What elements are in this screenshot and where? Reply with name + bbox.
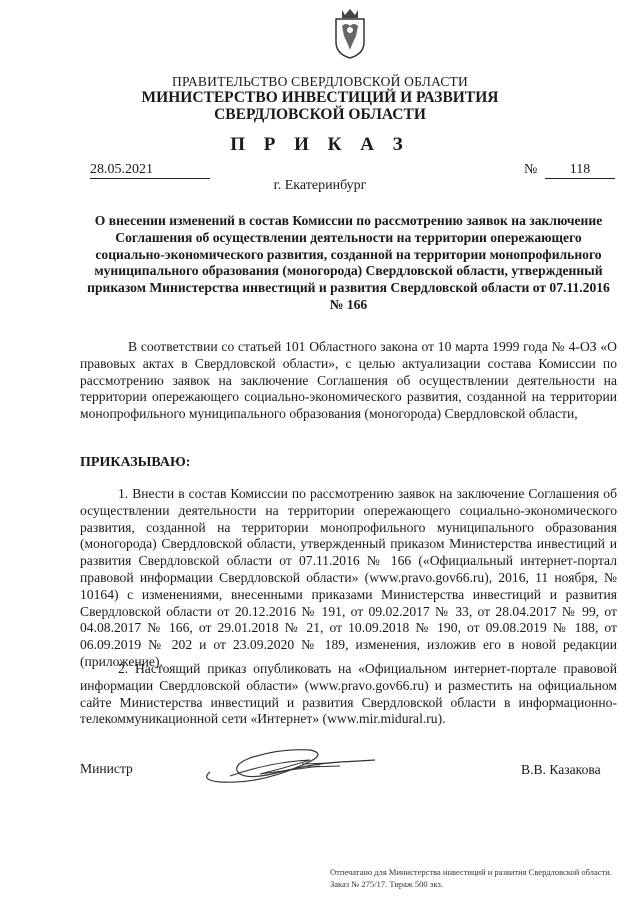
- preamble-paragraph: В соответствии со статьей 101 Областного закона от 10 марта 1999 года № 4-ОЗ «О правовых актах в Свердловской области», с целью актуализации состава Комиссии по рассмотрению заявок на заключение Соглашения об осуществлении деятельности на территории опережающего социально-экономического развития, созданной на территории монопрофильного муниципального образования (моногорода) Свердловской области,: [80, 339, 617, 422]
- order-date: 28.05.2021: [90, 162, 210, 179]
- order-number-label: №: [524, 162, 538, 177]
- sverdlovsk-coat-of-arms-icon: [330, 6, 370, 60]
- ministry-line-2: СВЕРДЛОВСКОЙ ОБЛАСТИ: [214, 106, 426, 123]
- handwritten-signature-icon: [190, 736, 380, 790]
- signatory-name: В.В. Казакова: [521, 762, 601, 777]
- ministry-name: [0, 89, 640, 123]
- print-note-line-1: Отпечатано для Министерства инвестиций и развития Свердловской области.: [330, 867, 612, 877]
- city: г. Екатеринбург: [273, 178, 367, 193]
- government-name: ПРАВИТЕЛЬСТВО СВЕРДЛОВСКОЙ ОБЛАСТИ: [172, 74, 468, 89]
- order-number: 118: [545, 162, 615, 179]
- orders-heading: ПРИКАЗЫВАЮ:: [80, 455, 191, 470]
- order-item-1: 1. Внести в состав Комиссии по рассмотрению заявок на заключение Соглашения об осуществлении деятельности на территории опережающего социально-экономического развития, созданной на территории монопрофильного муниципального образования (моногорода) Свердловской области, утвержденный приказом Министерства инвестиций и развития Свердловской области от 07.11.2016 № 166 («Официальный интернет-портал правовой информации Свердловской области» (www.pravo.gov66.ru), 2016, 11 ноября, № 10164) с изменениями, внесенными приказами Министерства инвестиций и развития Свердловской области от 20.12.2016 № 191, от 09.02.2017 № 33, от 28.04.2017 № 99, от 04.08.2017 № 166, от 29.01.2018 № 21, от 10.09.2018 № 190, от 09.08.2019 № 188, от 06.09.2019 № 202 и от 23.09.2020 № 189, изменения, изложив его в новой редакции (приложение).: [80, 486, 617, 669]
- print-note-line-2: Заказ № 275/17. Тираж 500 экз.: [330, 879, 443, 889]
- order-item-2: 2. Настоящий приказ опубликовать на «Официальном интернет-портале правовой информации Свердловской области» (www.pravo.gov66.ru) и разместить на официальном сайте Министерства инвестиций и развития Свердловской области в информационно-телекоммуникационной сети «Интернет» (www.mir.midural.ru).: [80, 661, 617, 727]
- document-type: П Р И К А З: [230, 134, 410, 155]
- signatory-position: Министр: [80, 761, 133, 776]
- ministry-line-1: МИНИСТЕРСТВО ИНВЕСТИЦИЙ И РАЗВИТИЯ: [141, 89, 499, 106]
- print-note: [330, 866, 612, 890]
- order-title: О внесении изменений в состав Комиссии по рассмотрению заявок на заключение Соглашения об осуществлении деятельности на территории опережающего социально-экономического развития, созданной на территории монопрофильного муниципального образования (моногорода) Свердловской области, утвержденный приказом Министерства инвестиций и развития Свердловской области от 07.11.2016 № 166: [87, 213, 610, 312]
